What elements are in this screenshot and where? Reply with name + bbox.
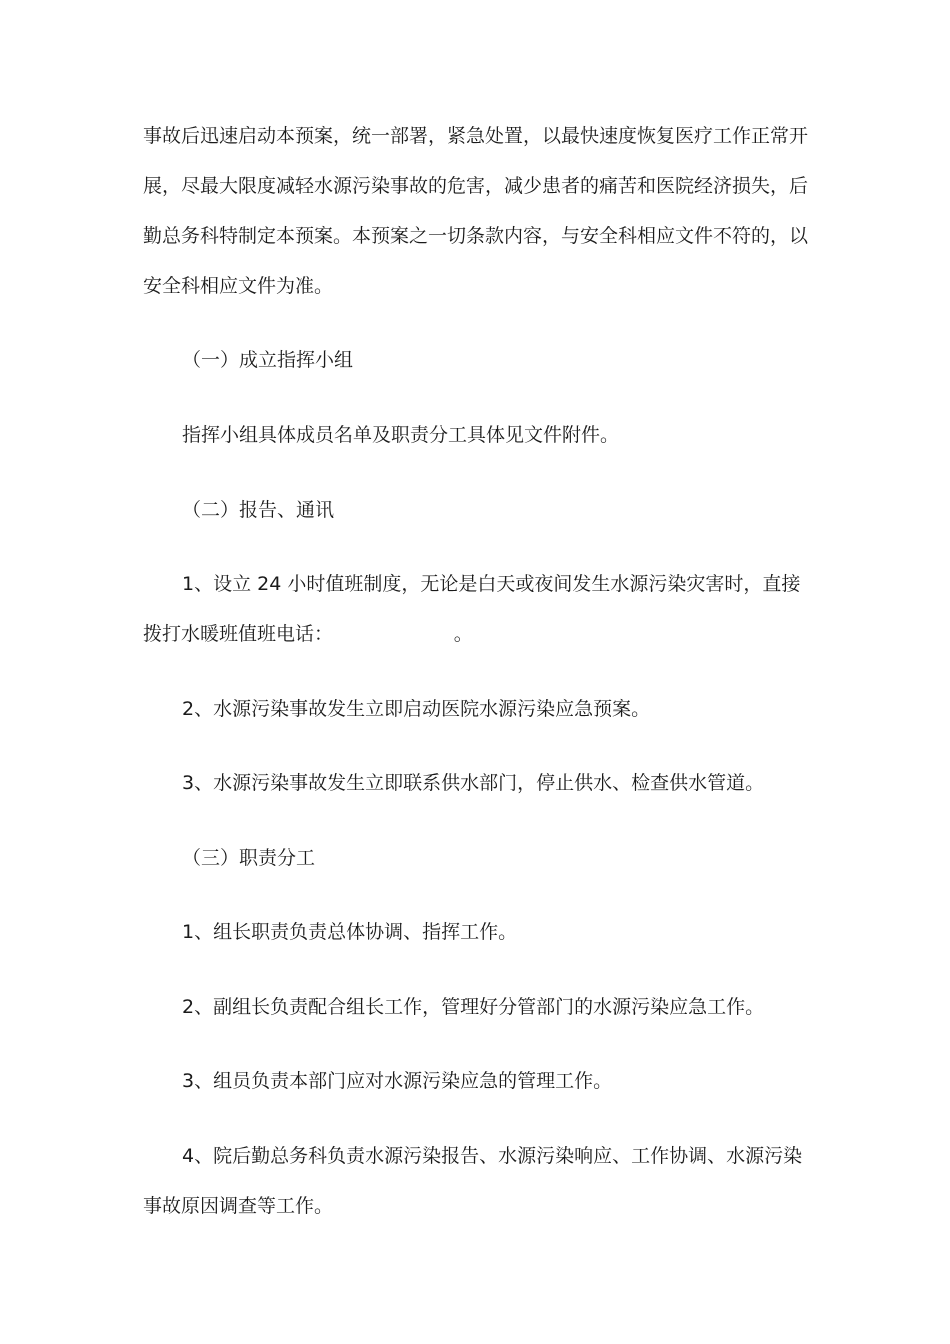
responsibility-item-3: 3、组员负责本部门应对水源污染应急的管理工作。 [182,1070,613,1092]
section-heading-responsibilities: （三）职责分工 [182,847,316,869]
section-heading-command-group: （一）成立指挥小组 [182,349,354,371]
responsibility-item-2: 2、副组长负责配合组长工作，管理好分管部门的水源污染应急工作。 [182,996,765,1018]
reporting-item-2: 2、水源污染事故发生立即启动医院水源污染应急预案。 [182,698,651,720]
reporting-item-1-line-2: 拨打水暖班值班电话： 。 [143,623,473,645]
section-body-command-group: 指挥小组具体成员名单及职责分工具体见文件附件。 [182,424,620,446]
intro-line-2: 展，尽最大限度减轻水源污染事故的危害，减少患者的痛苦和医院经济损失，后 [143,175,809,197]
reporting-item-3: 3、水源污染事故发生立即联系供水部门，停止供水、检查供水管道。 [182,772,765,794]
intro-line-3: 勤总务科特制定本预案。本预案之一切条款内容，与安全科相应文件不符的，以 [143,225,809,247]
reporting-item-1-line-1: 1、设立 24 小时值班制度，无论是白天或夜间发生水源污染灾害时，直接 [182,573,801,595]
responsibility-item-4-line-1: 4、院后勤总务科负责水源污染报告、水源污染响应、工作协调、水源污染 [182,1145,803,1167]
intro-line-1: 事故后迅速启动本预案，统一部署，紧急处置，以最快速度恢复医疗工作正常开 [143,125,809,147]
section-heading-reporting: （二）报告、通讯 [182,499,335,521]
intro-line-4: 安全科相应文件为准。 [143,275,334,297]
responsibility-item-4-line-2: 事故原因调查等工作。 [143,1195,334,1217]
responsibility-item-1: 1、组长职责负责总体协调、指挥工作。 [182,921,518,943]
